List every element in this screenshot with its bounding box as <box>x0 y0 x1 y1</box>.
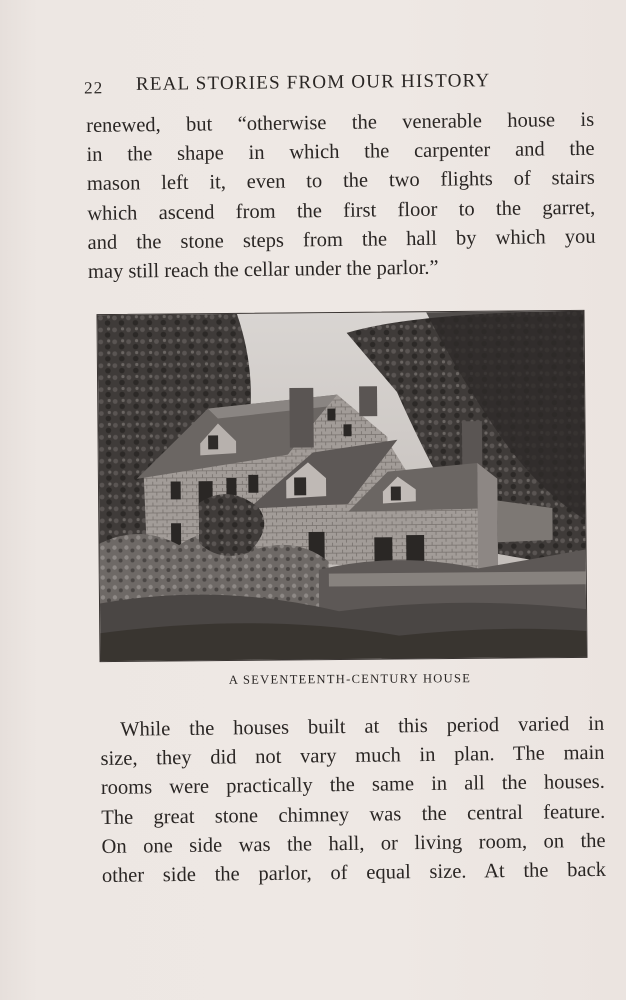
text-line: and the stone steps from the hall by which you <box>87 225 596 254</box>
text-line: may still reach the cellar under the parlor.” <box>87 256 439 283</box>
text-line: in the shape in which the carpenter and the <box>86 137 595 167</box>
text-line: The great stone chimney was the central feature. <box>101 800 606 829</box>
text-line: While the houses built at this period varied in <box>120 712 605 741</box>
text-line: rooms were practically the same in all the houses. <box>100 771 605 800</box>
page-number: 22 <box>83 78 104 98</box>
text-line: renewed, but “otherwise the venerable house is <box>86 108 595 137</box>
paragraph-main <box>100 710 606 891</box>
text-line: size, they did not vary much in plan. The main <box>100 742 605 771</box>
paragraph-continuation <box>86 106 596 287</box>
page-header <box>84 68 554 99</box>
text-line: which ascend from the first floor to the garret, <box>87 196 596 225</box>
text-line: other side the parlor, of equal size. At the back <box>101 858 607 887</box>
text-line: On one side was the hall, or living room, on the <box>101 829 606 858</box>
running-title: REAL STORIES FROM OUR HISTORY <box>135 70 491 95</box>
house-illustration <box>97 311 586 661</box>
text-line: mason left it, even to the two flights of stairs <box>86 167 595 196</box>
house-photograph <box>96 310 587 662</box>
figure-caption: A SEVENTEENTH-CENTURY HOUSE <box>228 671 472 687</box>
